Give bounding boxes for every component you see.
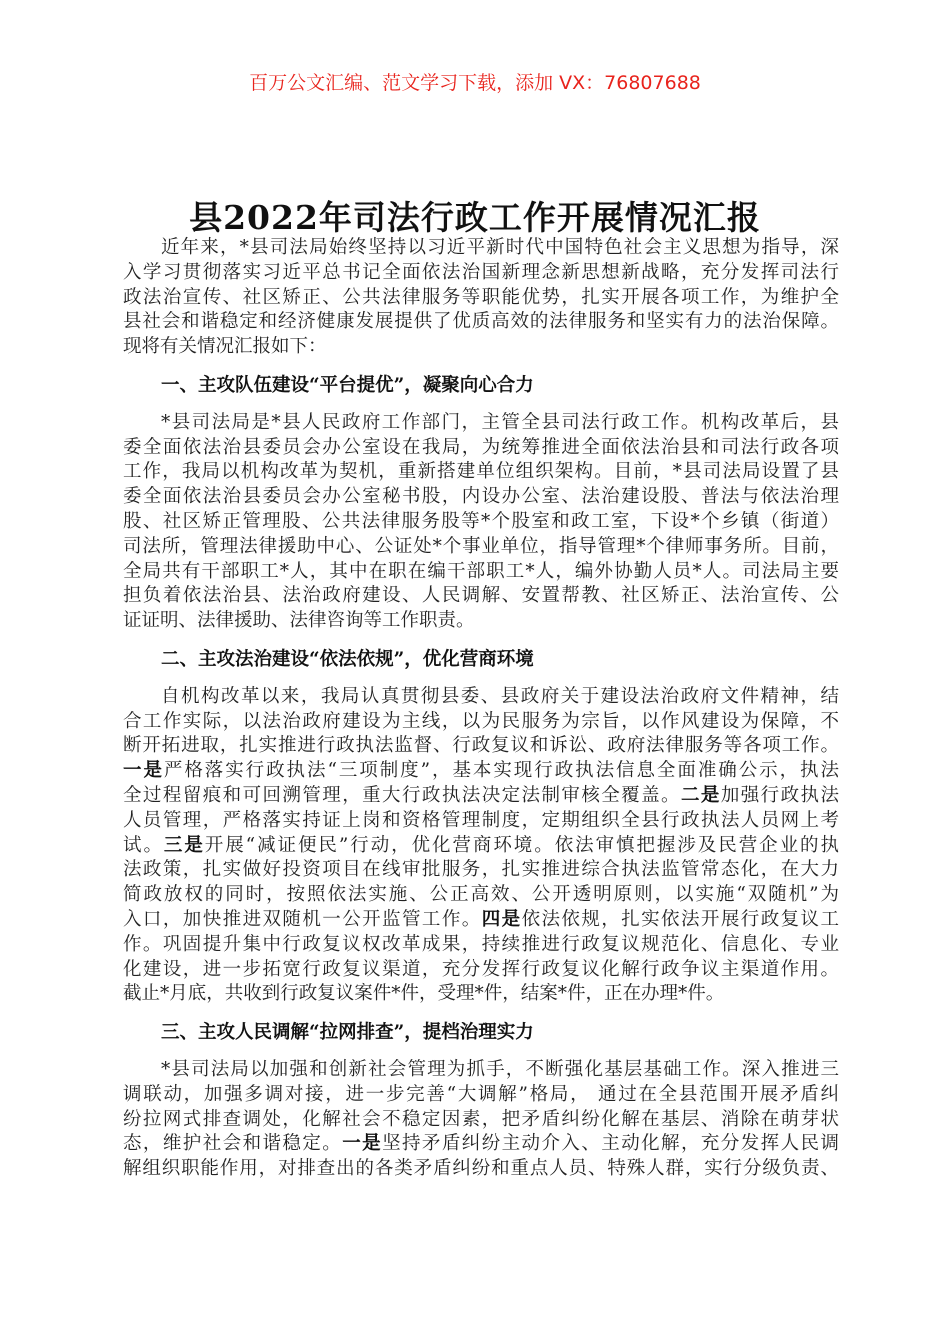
bold-ordinal: 二是 [680,784,721,806]
text-line: 入学习贯彻落实习近平总书记全面依法治国新理念新思想新战略，充分发挥司法行 [123,261,839,283]
text-line: 全局共有干部职工*人，其中在职在编干部职工*人，编外协勤人员*人。司法局主要 [123,560,839,582]
text-line: *县司法局以加强和创新社会管理为抓手，不断强化基层基础工作。深入推进三 [161,1058,839,1080]
section-heading: 三、主攻人民调解“拉网排查”，提档治理实力 [161,1022,534,1044]
text-line: 化建设，进一步拓宽行政复议渠道，充分发挥行政复议化解行政争议主渠道作用。 [123,958,839,980]
paragraph [123,1058,839,1182]
text-line: 人员管理，严格落实持证上岗和资格管理制度，定期组织全县行政执法人员网上考 [123,809,839,831]
paragraph [123,685,839,1007]
text-line: *县司法局是*县人民政府工作部门，主管全县司法行政工作。机构改革后，县 [161,411,839,433]
text-line: 股、社区矫正管理股、公共法律服务股等*个股室和政工室，下设*个乡镇（街道） [123,510,839,532]
text-line: 近年来，*县司法局始终坚持以习近平新时代中国特色社会主义思想为指导，深 [161,237,839,258]
text-segment: 开展“减证便民”行动，优化营商环境。依法审慎把握涉及民营企业的执 [204,834,839,856]
text-line [123,834,839,859]
text-line: 断开拓进取，扎实推进行政执法监督、行政复议和诉讼、政府法律服务等各项工作。 [123,735,839,757]
text-line [123,784,839,809]
text-segment: 严格落实行政执法“三项制度”，基本实现行政执法信息全面准确公示，执法 [163,760,839,782]
text-line: 合工作实际，以法治政府建设为主线，以为民服务为宗旨，以作风建设为保障，不 [123,710,839,732]
text-segment: 依法依规，扎实依法开展行政复议工 [521,908,839,930]
text-segment: 加强行政执法 [720,784,839,806]
section-heading: 二、主攻法治建设“依法依规”，优化营商环境 [161,648,534,670]
text-line: 担负着依法治县、法治政府建设、人民调解、安置帮教、社区矫正、法治宣传、公 [123,585,839,607]
text-line: 工作，我局以机构改革为契机，重新搭建单位组织架构。目前，*县司法局设置了县 [123,461,839,483]
text-line: 纷拉网式排查调处，化解社会不稳定因素，把矛盾纠纷化解在基层、消除在萌芽状 [123,1108,839,1130]
document-title: 县2022年司法行政工作开展情况汇报 [189,198,761,237]
text-line [123,759,839,784]
text-line: 委全面依法治县委员会办公室设在我局，为统筹推进全面依法治县和司法行政各项 [123,436,839,458]
text-line: 委全面依法治县委员会办公室秘书股，内设办公室、法治建设股、普法与依法治理 [123,486,839,508]
text-line [123,908,839,933]
text-segment: 入口，加快推进双随机一公开监管工作。 [123,908,482,930]
section-heading: 一、主攻队伍建设“平台提优”，凝聚向心合力 [161,374,534,396]
text-segment: 试。 [123,834,164,856]
bold-ordinal: 一是 [123,760,164,782]
text-line: 县社会和谐稳定和经济健康发展提供了优质高效的法律服务和坚实有力的法治保障。 [123,311,839,333]
bold-ordinal: 三是 [163,834,205,856]
text-segment: 全过程留痕和可回溯管理，重大行政执法决定法制审核全覆盖。 [123,784,681,806]
text-line: 现将有关情况汇报如下： [123,336,327,358]
text-line: 自机构改革以来，我局认真贯彻县委、县政府关于建设法治政府文件精神，结 [161,685,839,707]
text-line: 作。巩固提升集中行政复议权改革成果，持续推进行政复议规范化、信息化、专业 [123,933,839,955]
bold-ordinal: 四是 [481,908,522,930]
text-segment: 坚持矛盾纠纷主动介入、主动化解，充分发挥人民调 [382,1133,839,1155]
document-body [123,236,839,1182]
text-line: 法政策，扎实做好投资项目在线审批服务，扎实推进综合执法监管常态化，在大力 [123,859,839,881]
text-line: 简政放权的同时，按照依法实施、公正高效、公开透明原则，以实施“双随机”为 [123,884,839,906]
text-line: 调联动，加强多调对接，进一步完善“大调解”格局， 通过在全县范围开展矛盾纠 [123,1083,839,1105]
text-line: 政法治宣传、社区矫正、公共法律服务等职能优势，扎实开展各项工作，为维护全 [123,286,839,308]
text-line: 司法所，管理法律援助中心、公证处*个事业单位，指导管理*个律师事务所。目前， [123,535,839,557]
paragraph [123,411,839,634]
text-line [123,1132,839,1157]
text-segment: 态，维护社会和谐稳定。 [123,1133,343,1155]
paragraph [123,236,839,360]
text-line: 截止*月底，共收到行政复议案件*件，受理*件，结案*件，正在办理*件。 [123,983,725,1005]
bold-ordinal: 一是 [342,1133,383,1155]
text-line: 解组织职能作用，对排查出的各类矛盾纠纷和重点人员、特殊人群，实行分级负责、 [123,1158,839,1180]
text-line: 证证明、法律援助、法律咨询等工作职责。 [123,610,475,632]
download-banner: 百万公文汇编、范文学习下载，添加 VX：76807688 [249,72,701,94]
